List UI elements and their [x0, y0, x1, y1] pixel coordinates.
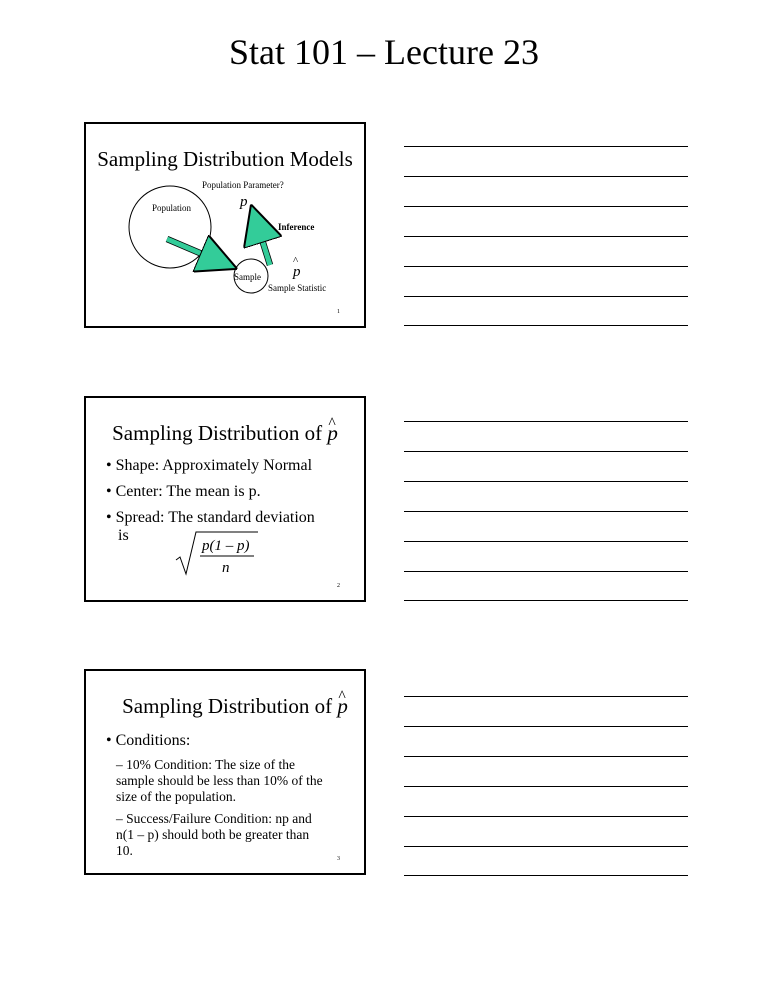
- bullet-center: • Center: The mean is p.: [106, 483, 261, 500]
- note-line: [404, 756, 688, 757]
- note-line: [404, 325, 688, 326]
- note-line: [404, 511, 688, 512]
- note-line: [404, 786, 688, 787]
- slide-2: [84, 396, 366, 602]
- note-line: [404, 236, 688, 237]
- bullet-spread-is: is: [118, 527, 129, 544]
- note-line: [404, 206, 688, 207]
- statistic-label: Sample Statistic: [268, 283, 327, 293]
- note-line: [404, 421, 688, 422]
- page-title: Stat 101 – Lecture 23: [229, 32, 539, 72]
- parameter-symbol: p: [240, 194, 248, 210]
- slide-number: 3: [337, 856, 340, 862]
- slide-title: [86, 420, 364, 446]
- note-line: [404, 696, 688, 697]
- std-formula: [174, 528, 260, 578]
- slide-number: 2: [337, 583, 340, 589]
- sample-label: Sample: [234, 272, 261, 282]
- note-line: [404, 146, 688, 147]
- note-line: [404, 816, 688, 817]
- slide-title: [96, 693, 374, 719]
- slide-number: 1: [337, 309, 340, 315]
- note-line: [404, 481, 688, 482]
- note-line: [404, 176, 688, 177]
- inference-arrow: [254, 214, 270, 265]
- statistic-hat: ^: [293, 255, 299, 267]
- note-line: [404, 541, 688, 542]
- note-line: [404, 296, 688, 297]
- slide-title-text: Sampling Distribution of: [112, 421, 323, 445]
- note-line: [404, 726, 688, 727]
- note-line: [404, 846, 688, 847]
- bullet-spread: • Spread: The standard deviation: [106, 509, 315, 526]
- bullet-shape: • Shape: Approximately Normal: [106, 457, 313, 474]
- note-line: [404, 266, 688, 267]
- note-line: [404, 875, 688, 876]
- p-hat-symbol: ^ p: [337, 693, 348, 719]
- slide-title-text: Sampling Distribution of: [122, 694, 333, 718]
- sampling-arrow: [167, 239, 228, 265]
- formula-numerator: p(1 – p): [202, 538, 250, 554]
- formula-denominator: n: [222, 560, 230, 576]
- note-line: [404, 571, 688, 572]
- p-hat-symbol: ^ p: [327, 420, 338, 446]
- slide-3: [84, 669, 366, 875]
- population-label: Population: [152, 203, 192, 213]
- sub-bullet-success-failure: – Success/Failure Condition: np and n(1 – p) should both be greater than 10.: [116, 811, 312, 858]
- inference-label: Inference: [278, 222, 315, 232]
- sub-bullet-10-percent: – 10% Condition: The size of the sample should be less than 10% of the size of the population.: [116, 757, 323, 804]
- slide-title: Sampling Distribution Models: [97, 147, 353, 171]
- note-line: [404, 600, 688, 601]
- parameter-label: Population Parameter?: [202, 180, 284, 190]
- statistic-symbol: p: [293, 264, 301, 280]
- inference-diagram: [86, 124, 364, 326]
- bullet-conditions: • Conditions:: [106, 732, 191, 749]
- slide-1: [84, 122, 366, 328]
- note-line: [404, 451, 688, 452]
